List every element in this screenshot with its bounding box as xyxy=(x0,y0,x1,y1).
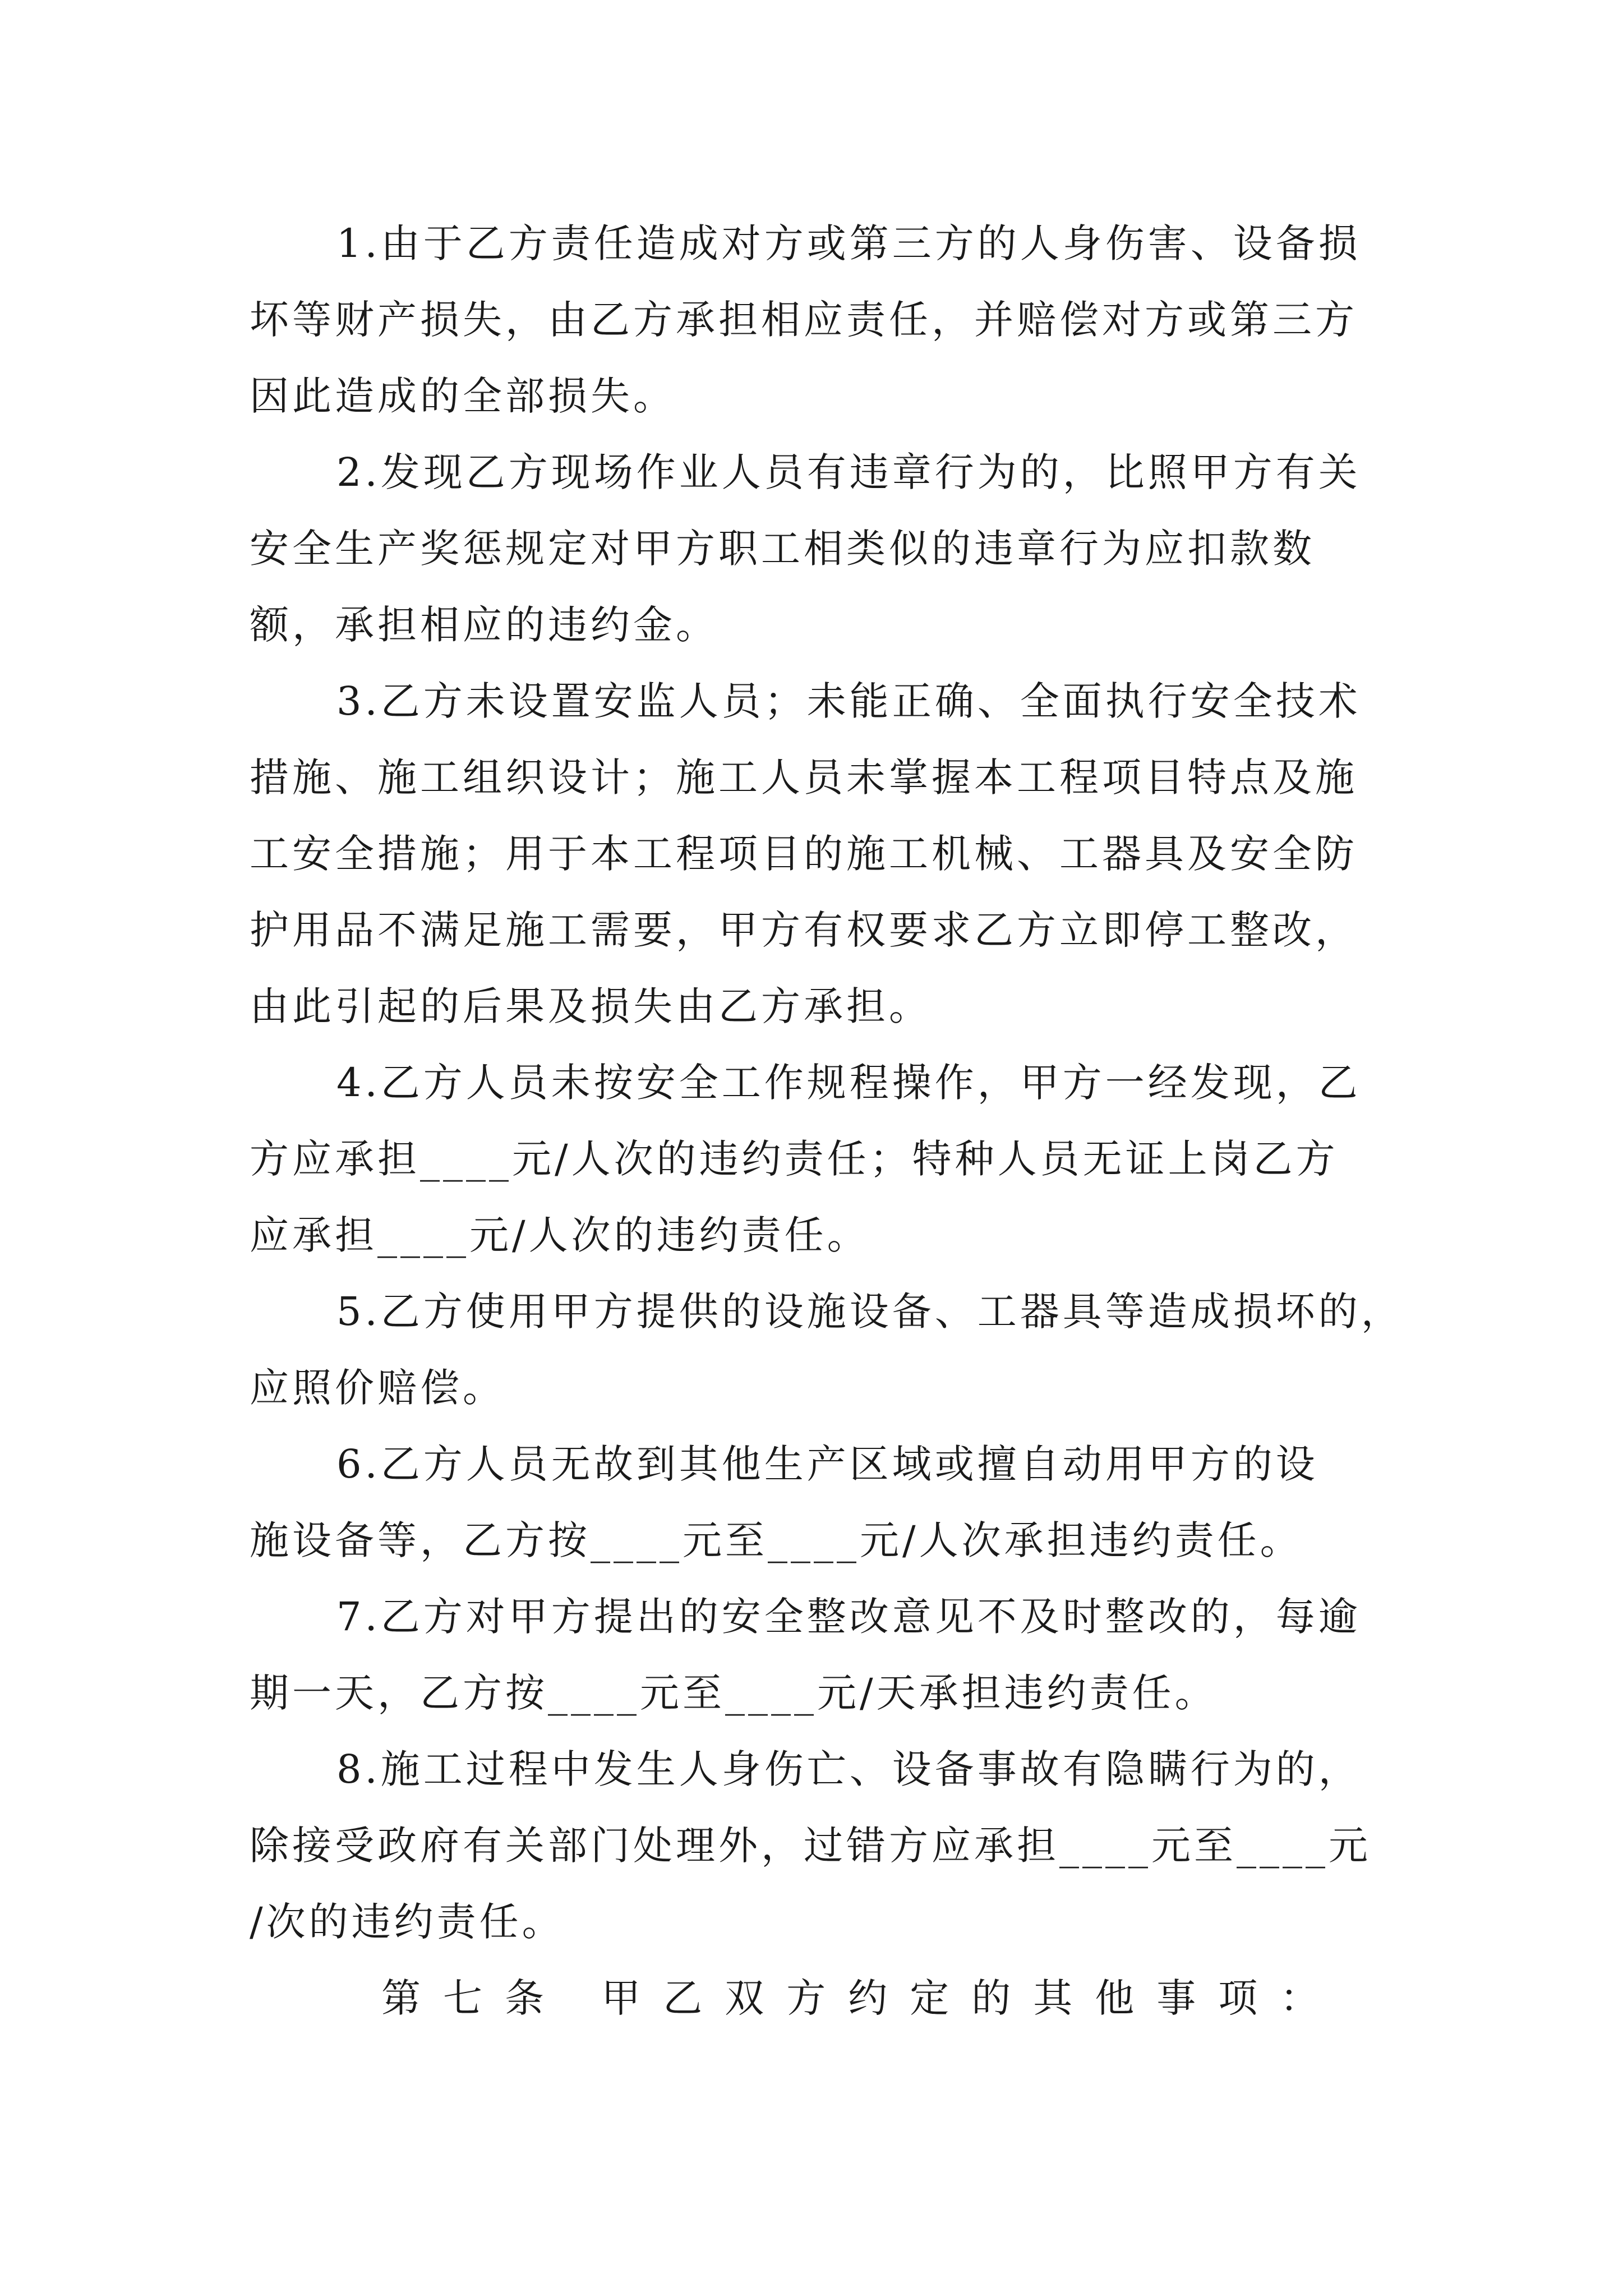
clause-8-line-2: 除接受政府有关部门处理外，过错方应承担____元至____元 xyxy=(250,1823,1371,1869)
section-heading: 第七条 甲乙双方约定的其他事项： xyxy=(381,1975,1342,2021)
clause-4-line-1: 4.乙方人员未按安全工作规程操作，甲方一经发现，乙 xyxy=(336,1060,1361,1106)
clause-2-line-1: 2.发现乙方现场作业人员有违章行为的，比照甲方有关 xyxy=(336,449,1361,495)
clause-6-line-2: 施设备等，乙方按____元至____元/人次承担违约责任。 xyxy=(250,1517,1303,1563)
clause-8-line-1: 8.施工过程中发生人身伤亡、设备事故有隐瞒行为的， xyxy=(336,1746,1361,1792)
clause-1-line-2: 坏等财产损失，由乙方承担相应责任，并赔偿对方或第三方 xyxy=(250,297,1358,343)
clause-4-line-3: 应承担____元/人次的违约责任。 xyxy=(250,1212,870,1258)
clause-5-line-1: 5.乙方使用甲方提供的设施设备、工器具等造成损坏的， xyxy=(336,1289,1404,1335)
clause-5-line-2: 应照价赔偿。 xyxy=(250,1365,505,1411)
clause-8-line-3: /次的违约责任。 xyxy=(250,1899,565,1945)
clause-6-line-1: 6.乙方人员无故到其他生产区域或擅自动用甲方的设 xyxy=(336,1441,1318,1487)
clause-1-line-3: 因此造成的全部损失。 xyxy=(250,373,676,419)
clause-1-line-1: 1.由于乙方责任造成对方或第三方的人身伤害、设备损 xyxy=(336,220,1361,266)
clause-2-line-3: 额，承担相应的违约金。 xyxy=(250,602,718,648)
clause-3-line-3: 工安全措施；用于本工程项目的施工机械、工器具及安全防 xyxy=(250,831,1358,877)
clause-7-line-2: 期一天，乙方按____元至____元/天承担违约责任。 xyxy=(250,1670,1218,1716)
clause-7-line-1: 7.乙方对甲方提出的安全整改意见不及时整改的，每逾 xyxy=(336,1594,1361,1640)
clause-4-line-2: 方应承担____元/人次的违约责任；特种人员无证上岗乙方 xyxy=(250,1136,1339,1182)
clause-3-line-4: 护用品不满足施工需要，甲方有权要求乙方立即停工整改， xyxy=(250,907,1358,953)
clause-3-line-2: 措施、施工组织设计；施工人员未掌握本工程项目特点及施 xyxy=(250,754,1358,800)
clause-3-line-1: 3.乙方未设置安监人员；未能正确、全面执行安全技术 xyxy=(336,678,1361,724)
clause-2-line-2: 安全生产奖惩规定对甲方职工相类似的违章行为应扣款数 xyxy=(250,526,1315,572)
clause-3-line-5: 由此引起的后果及损失由乙方承担。 xyxy=(250,983,932,1029)
